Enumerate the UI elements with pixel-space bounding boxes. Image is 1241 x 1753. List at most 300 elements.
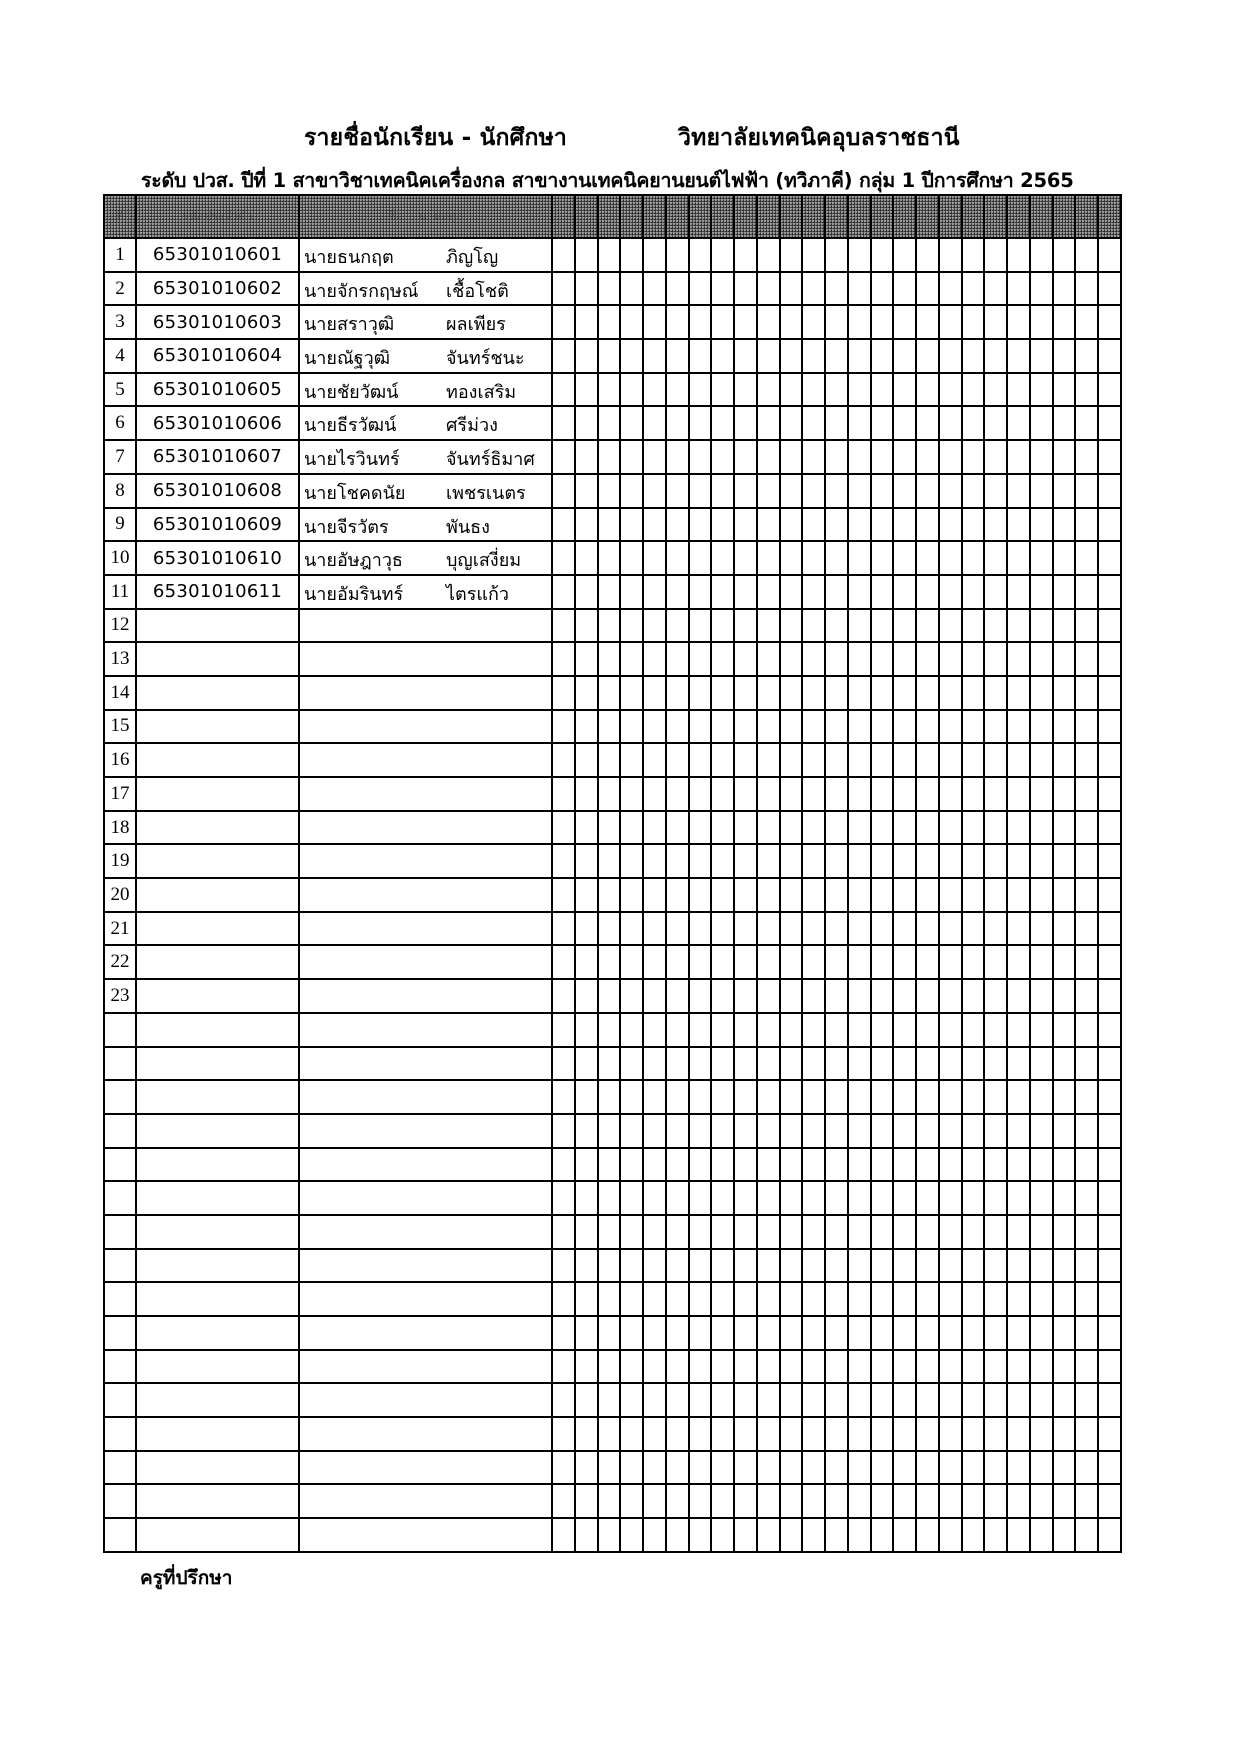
attendance-cell[interactable] — [984, 339, 1007, 373]
attendance-cell[interactable] — [825, 1316, 848, 1350]
attendance-cell[interactable] — [1075, 844, 1098, 878]
attendance-cell[interactable] — [757, 878, 780, 912]
attendance-cell[interactable] — [1053, 575, 1076, 609]
attendance-cell[interactable] — [962, 777, 985, 811]
attendance-cell[interactable] — [598, 811, 621, 845]
attendance-cell[interactable] — [1098, 1451, 1121, 1485]
attendance-cell[interactable] — [848, 440, 871, 474]
attendance-cell[interactable] — [893, 676, 916, 710]
attendance-cell[interactable] — [1075, 1484, 1098, 1518]
attendance-cell[interactable] — [643, 1451, 666, 1485]
attendance-cell[interactable] — [711, 1282, 734, 1316]
attendance-cell[interactable] — [734, 676, 757, 710]
attendance-cell[interactable] — [871, 1114, 894, 1148]
attendance-cell[interactable] — [711, 474, 734, 508]
attendance-cell[interactable] — [962, 1484, 985, 1518]
attendance-cell[interactable] — [871, 305, 894, 339]
attendance-cell[interactable] — [666, 945, 689, 979]
attendance-cell[interactable] — [620, 305, 643, 339]
attendance-cell[interactable] — [575, 575, 598, 609]
attendance-cell[interactable] — [1098, 1417, 1121, 1451]
attendance-cell[interactable] — [1053, 1484, 1076, 1518]
attendance-cell[interactable] — [689, 676, 712, 710]
attendance-cell[interactable] — [984, 1451, 1007, 1485]
attendance-cell[interactable] — [1098, 710, 1121, 744]
attendance-cell[interactable] — [598, 777, 621, 811]
attendance-cell[interactable] — [1030, 1350, 1053, 1384]
attendance-cell[interactable] — [780, 743, 803, 777]
attendance-cell[interactable] — [1007, 406, 1030, 440]
attendance-cell[interactable] — [575, 440, 598, 474]
attendance-cell[interactable] — [825, 1383, 848, 1417]
attendance-cell[interactable] — [552, 508, 575, 542]
attendance-cell[interactable] — [1098, 1350, 1121, 1384]
attendance-cell[interactable] — [848, 1417, 871, 1451]
attendance-cell[interactable] — [620, 1249, 643, 1283]
attendance-cell[interactable] — [871, 474, 894, 508]
attendance-cell[interactable] — [962, 1080, 985, 1114]
attendance-cell[interactable] — [711, 272, 734, 306]
attendance-cell[interactable] — [757, 1350, 780, 1384]
attendance-cell[interactable] — [871, 1181, 894, 1215]
attendance-cell[interactable] — [643, 1282, 666, 1316]
attendance-cell[interactable] — [848, 1350, 871, 1384]
attendance-cell[interactable] — [802, 406, 825, 440]
attendance-cell[interactable] — [734, 1181, 757, 1215]
attendance-cell[interactable] — [552, 1484, 575, 1518]
attendance-cell[interactable] — [802, 440, 825, 474]
attendance-cell[interactable] — [575, 1350, 598, 1384]
attendance-cell[interactable] — [848, 1215, 871, 1249]
attendance-cell[interactable] — [916, 541, 939, 575]
attendance-cell[interactable] — [598, 1215, 621, 1249]
attendance-cell[interactable] — [1075, 1080, 1098, 1114]
attendance-cell[interactable] — [1030, 575, 1053, 609]
attendance-cell[interactable] — [916, 1080, 939, 1114]
attendance-cell[interactable] — [1053, 1451, 1076, 1485]
attendance-cell[interactable] — [893, 1451, 916, 1485]
attendance-cell[interactable] — [1075, 1181, 1098, 1215]
attendance-cell[interactable] — [1053, 878, 1076, 912]
attendance-cell[interactable] — [1007, 1249, 1030, 1283]
attendance-cell[interactable] — [643, 811, 666, 845]
attendance-cell[interactable] — [620, 1518, 643, 1552]
attendance-cell[interactable] — [643, 272, 666, 306]
attendance-cell[interactable] — [1030, 406, 1053, 440]
attendance-cell[interactable] — [802, 1316, 825, 1350]
attendance-cell[interactable] — [1098, 440, 1121, 474]
attendance-cell[interactable] — [825, 305, 848, 339]
attendance-cell[interactable] — [939, 945, 962, 979]
attendance-cell[interactable] — [1098, 508, 1121, 542]
attendance-cell[interactable] — [711, 1181, 734, 1215]
attendance-cell[interactable] — [598, 1484, 621, 1518]
attendance-cell[interactable] — [802, 1350, 825, 1384]
attendance-cell[interactable] — [1098, 541, 1121, 575]
attendance-cell[interactable] — [552, 1316, 575, 1350]
attendance-cell[interactable] — [916, 811, 939, 845]
attendance-cell[interactable] — [552, 1282, 575, 1316]
attendance-cell[interactable] — [689, 305, 712, 339]
attendance-cell[interactable] — [552, 811, 575, 845]
attendance-cell[interactable] — [689, 912, 712, 946]
attendance-cell[interactable] — [598, 1518, 621, 1552]
attendance-cell[interactable] — [871, 1484, 894, 1518]
attendance-cell[interactable] — [757, 676, 780, 710]
attendance-cell[interactable] — [552, 440, 575, 474]
attendance-cell[interactable] — [893, 979, 916, 1013]
attendance-cell[interactable] — [734, 1451, 757, 1485]
attendance-cell[interactable] — [711, 777, 734, 811]
attendance-cell[interactable] — [916, 272, 939, 306]
attendance-cell[interactable] — [780, 1148, 803, 1182]
attendance-cell[interactable] — [689, 878, 712, 912]
attendance-cell[interactable] — [939, 676, 962, 710]
attendance-cell[interactable] — [939, 1080, 962, 1114]
attendance-cell[interactable] — [734, 406, 757, 440]
attendance-cell[interactable] — [552, 373, 575, 407]
attendance-cell[interactable] — [939, 1350, 962, 1384]
attendance-cell[interactable] — [734, 811, 757, 845]
attendance-cell[interactable] — [984, 1484, 1007, 1518]
attendance-cell[interactable] — [871, 979, 894, 1013]
attendance-cell[interactable] — [939, 1249, 962, 1283]
attendance-cell[interactable] — [1007, 339, 1030, 373]
attendance-cell[interactable] — [939, 912, 962, 946]
attendance-cell[interactable] — [689, 1249, 712, 1283]
attendance-cell[interactable] — [1030, 1249, 1053, 1283]
attendance-cell[interactable] — [552, 979, 575, 1013]
attendance-cell[interactable] — [1053, 1350, 1076, 1384]
attendance-cell[interactable] — [620, 945, 643, 979]
attendance-cell[interactable] — [939, 406, 962, 440]
attendance-cell[interactable] — [1075, 1383, 1098, 1417]
attendance-cell[interactable] — [984, 575, 1007, 609]
attendance-cell[interactable] — [962, 1316, 985, 1350]
attendance-cell[interactable] — [1075, 373, 1098, 407]
attendance-cell[interactable] — [643, 406, 666, 440]
attendance-cell[interactable] — [1030, 945, 1053, 979]
attendance-cell[interactable] — [666, 1316, 689, 1350]
attendance-cell[interactable] — [1075, 1417, 1098, 1451]
attendance-cell[interactable] — [848, 642, 871, 676]
attendance-cell[interactable] — [939, 1383, 962, 1417]
attendance-cell[interactable] — [1053, 1518, 1076, 1552]
attendance-cell[interactable] — [893, 743, 916, 777]
attendance-cell[interactable] — [1053, 474, 1076, 508]
attendance-cell[interactable] — [757, 945, 780, 979]
attendance-cell[interactable] — [962, 1417, 985, 1451]
attendance-cell[interactable] — [1030, 642, 1053, 676]
attendance-cell[interactable] — [939, 575, 962, 609]
attendance-cell[interactable] — [575, 945, 598, 979]
attendance-cell[interactable] — [1007, 1148, 1030, 1182]
attendance-cell[interactable] — [552, 474, 575, 508]
attendance-cell[interactable] — [825, 1047, 848, 1081]
attendance-cell[interactable] — [893, 777, 916, 811]
attendance-cell[interactable] — [598, 979, 621, 1013]
attendance-cell[interactable] — [575, 811, 598, 845]
attendance-cell[interactable] — [893, 305, 916, 339]
attendance-cell[interactable] — [939, 272, 962, 306]
attendance-cell[interactable] — [939, 1518, 962, 1552]
attendance-cell[interactable] — [1007, 878, 1030, 912]
attendance-cell[interactable] — [711, 508, 734, 542]
attendance-cell[interactable] — [734, 575, 757, 609]
attendance-cell[interactable] — [689, 1080, 712, 1114]
attendance-cell[interactable] — [1098, 238, 1121, 272]
attendance-cell[interactable] — [871, 1417, 894, 1451]
attendance-cell[interactable] — [598, 912, 621, 946]
attendance-cell[interactable] — [666, 1013, 689, 1047]
attendance-cell[interactable] — [780, 844, 803, 878]
attendance-cell[interactable] — [802, 642, 825, 676]
attendance-cell[interactable] — [825, 474, 848, 508]
attendance-cell[interactable] — [962, 1282, 985, 1316]
attendance-cell[interactable] — [575, 1282, 598, 1316]
attendance-cell[interactable] — [825, 979, 848, 1013]
attendance-cell[interactable] — [1075, 945, 1098, 979]
attendance-cell[interactable] — [1030, 878, 1053, 912]
attendance-cell[interactable] — [643, 1484, 666, 1518]
attendance-cell[interactable] — [916, 373, 939, 407]
attendance-cell[interactable] — [620, 1316, 643, 1350]
attendance-cell[interactable] — [757, 1282, 780, 1316]
attendance-cell[interactable] — [620, 1181, 643, 1215]
attendance-cell[interactable] — [711, 1350, 734, 1384]
attendance-cell[interactable] — [666, 339, 689, 373]
attendance-cell[interactable] — [893, 609, 916, 643]
attendance-cell[interactable] — [1007, 1047, 1030, 1081]
attendance-cell[interactable] — [1053, 945, 1076, 979]
attendance-cell[interactable] — [689, 1383, 712, 1417]
attendance-cell[interactable] — [643, 878, 666, 912]
attendance-cell[interactable] — [848, 777, 871, 811]
attendance-cell[interactable] — [780, 1484, 803, 1518]
attendance-cell[interactable] — [848, 811, 871, 845]
attendance-cell[interactable] — [780, 676, 803, 710]
attendance-cell[interactable] — [916, 1181, 939, 1215]
attendance-cell[interactable] — [962, 1383, 985, 1417]
attendance-cell[interactable] — [848, 710, 871, 744]
attendance-cell[interactable] — [1030, 541, 1053, 575]
attendance-cell[interactable] — [1053, 1114, 1076, 1148]
attendance-cell[interactable] — [734, 272, 757, 306]
attendance-cell[interactable] — [689, 609, 712, 643]
attendance-cell[interactable] — [871, 945, 894, 979]
attendance-cell[interactable] — [757, 743, 780, 777]
attendance-cell[interactable] — [939, 238, 962, 272]
attendance-cell[interactable] — [939, 743, 962, 777]
attendance-cell[interactable] — [984, 508, 1007, 542]
attendance-cell[interactable] — [1030, 1148, 1053, 1182]
attendance-cell[interactable] — [962, 474, 985, 508]
attendance-cell[interactable] — [848, 474, 871, 508]
attendance-cell[interactable] — [575, 878, 598, 912]
attendance-cell[interactable] — [893, 1080, 916, 1114]
attendance-cell[interactable] — [552, 676, 575, 710]
attendance-cell[interactable] — [962, 238, 985, 272]
attendance-cell[interactable] — [1075, 272, 1098, 306]
attendance-cell[interactable] — [962, 1047, 985, 1081]
attendance-cell[interactable] — [893, 912, 916, 946]
attendance-cell[interactable] — [643, 1383, 666, 1417]
attendance-cell[interactable] — [984, 1080, 1007, 1114]
attendance-cell[interactable] — [620, 575, 643, 609]
attendance-cell[interactable] — [1007, 1013, 1030, 1047]
attendance-cell[interactable] — [689, 1484, 712, 1518]
attendance-cell[interactable] — [757, 1114, 780, 1148]
attendance-cell[interactable] — [711, 339, 734, 373]
attendance-cell[interactable] — [689, 1148, 712, 1182]
attendance-cell[interactable] — [962, 642, 985, 676]
attendance-cell[interactable] — [1030, 339, 1053, 373]
attendance-cell[interactable] — [552, 642, 575, 676]
attendance-cell[interactable] — [1030, 305, 1053, 339]
attendance-cell[interactable] — [666, 1383, 689, 1417]
attendance-cell[interactable] — [825, 912, 848, 946]
attendance-cell[interactable] — [916, 1013, 939, 1047]
attendance-cell[interactable] — [802, 1518, 825, 1552]
attendance-cell[interactable] — [848, 1080, 871, 1114]
attendance-cell[interactable] — [643, 474, 666, 508]
attendance-cell[interactable] — [575, 1484, 598, 1518]
attendance-cell[interactable] — [1007, 642, 1030, 676]
attendance-cell[interactable] — [916, 305, 939, 339]
attendance-cell[interactable] — [1053, 1249, 1076, 1283]
attendance-cell[interactable] — [575, 710, 598, 744]
attendance-cell[interactable] — [711, 743, 734, 777]
attendance-cell[interactable] — [1098, 1080, 1121, 1114]
attendance-cell[interactable] — [711, 710, 734, 744]
attendance-cell[interactable] — [1030, 844, 1053, 878]
attendance-cell[interactable] — [848, 1114, 871, 1148]
attendance-cell[interactable] — [1053, 979, 1076, 1013]
attendance-cell[interactable] — [734, 743, 757, 777]
attendance-cell[interactable] — [643, 912, 666, 946]
attendance-cell[interactable] — [848, 1484, 871, 1518]
attendance-cell[interactable] — [552, 406, 575, 440]
attendance-cell[interactable] — [780, 1114, 803, 1148]
attendance-cell[interactable] — [620, 541, 643, 575]
attendance-cell[interactable] — [984, 710, 1007, 744]
attendance-cell[interactable] — [1007, 1114, 1030, 1148]
attendance-cell[interactable] — [734, 1013, 757, 1047]
attendance-cell[interactable] — [939, 305, 962, 339]
attendance-cell[interactable] — [962, 844, 985, 878]
attendance-cell[interactable] — [871, 743, 894, 777]
attendance-cell[interactable] — [962, 743, 985, 777]
attendance-cell[interactable] — [939, 811, 962, 845]
attendance-cell[interactable] — [1007, 1383, 1030, 1417]
attendance-cell[interactable] — [825, 238, 848, 272]
attendance-cell[interactable] — [802, 541, 825, 575]
attendance-cell[interactable] — [1030, 1181, 1053, 1215]
attendance-cell[interactable] — [939, 1013, 962, 1047]
attendance-cell[interactable] — [1075, 979, 1098, 1013]
attendance-cell[interactable] — [734, 238, 757, 272]
attendance-cell[interactable] — [689, 1451, 712, 1485]
attendance-cell[interactable] — [825, 575, 848, 609]
attendance-cell[interactable] — [984, 1282, 1007, 1316]
attendance-cell[interactable] — [1098, 1282, 1121, 1316]
attendance-cell[interactable] — [1007, 811, 1030, 845]
attendance-cell[interactable] — [1007, 238, 1030, 272]
attendance-cell[interactable] — [916, 1148, 939, 1182]
attendance-cell[interactable] — [711, 1080, 734, 1114]
attendance-cell[interactable] — [1030, 1417, 1053, 1451]
attendance-cell[interactable] — [575, 508, 598, 542]
attendance-cell[interactable] — [711, 1484, 734, 1518]
attendance-cell[interactable] — [689, 945, 712, 979]
attendance-cell[interactable] — [552, 844, 575, 878]
attendance-cell[interactable] — [598, 305, 621, 339]
attendance-cell[interactable] — [1053, 811, 1076, 845]
attendance-cell[interactable] — [575, 1417, 598, 1451]
attendance-cell[interactable] — [552, 743, 575, 777]
attendance-cell[interactable] — [825, 373, 848, 407]
attendance-cell[interactable] — [984, 238, 1007, 272]
attendance-cell[interactable] — [962, 1249, 985, 1283]
attendance-cell[interactable] — [1053, 844, 1076, 878]
attendance-cell[interactable] — [871, 1350, 894, 1384]
attendance-cell[interactable] — [575, 912, 598, 946]
attendance-cell[interactable] — [689, 508, 712, 542]
attendance-cell[interactable] — [598, 1114, 621, 1148]
attendance-cell[interactable] — [1053, 406, 1076, 440]
attendance-cell[interactable] — [802, 508, 825, 542]
attendance-cell[interactable] — [1075, 710, 1098, 744]
attendance-cell[interactable] — [802, 1484, 825, 1518]
attendance-cell[interactable] — [643, 1350, 666, 1384]
attendance-cell[interactable] — [757, 305, 780, 339]
attendance-cell[interactable] — [1007, 844, 1030, 878]
attendance-cell[interactable] — [802, 912, 825, 946]
attendance-cell[interactable] — [1007, 1484, 1030, 1518]
attendance-cell[interactable] — [802, 1215, 825, 1249]
attendance-cell[interactable] — [984, 878, 1007, 912]
attendance-cell[interactable] — [871, 1451, 894, 1485]
attendance-cell[interactable] — [552, 1249, 575, 1283]
attendance-cell[interactable] — [1098, 1013, 1121, 1047]
attendance-cell[interactable] — [575, 1013, 598, 1047]
attendance-cell[interactable] — [780, 609, 803, 643]
attendance-cell[interactable] — [734, 710, 757, 744]
attendance-cell[interactable] — [598, 474, 621, 508]
attendance-cell[interactable] — [666, 305, 689, 339]
attendance-cell[interactable] — [666, 541, 689, 575]
attendance-cell[interactable] — [1098, 373, 1121, 407]
attendance-cell[interactable] — [825, 1249, 848, 1283]
attendance-cell[interactable] — [984, 1181, 1007, 1215]
attendance-cell[interactable] — [757, 710, 780, 744]
attendance-cell[interactable] — [620, 743, 643, 777]
attendance-cell[interactable] — [916, 575, 939, 609]
attendance-cell[interactable] — [689, 1316, 712, 1350]
attendance-cell[interactable] — [825, 406, 848, 440]
attendance-cell[interactable] — [552, 1215, 575, 1249]
attendance-cell[interactable] — [780, 1181, 803, 1215]
attendance-cell[interactable] — [848, 979, 871, 1013]
attendance-cell[interactable] — [916, 1350, 939, 1384]
attendance-cell[interactable] — [939, 1417, 962, 1451]
attendance-cell[interactable] — [757, 272, 780, 306]
attendance-cell[interactable] — [620, 811, 643, 845]
attendance-cell[interactable] — [734, 1282, 757, 1316]
attendance-cell[interactable] — [1098, 945, 1121, 979]
attendance-cell[interactable] — [939, 777, 962, 811]
attendance-cell[interactable] — [620, 339, 643, 373]
